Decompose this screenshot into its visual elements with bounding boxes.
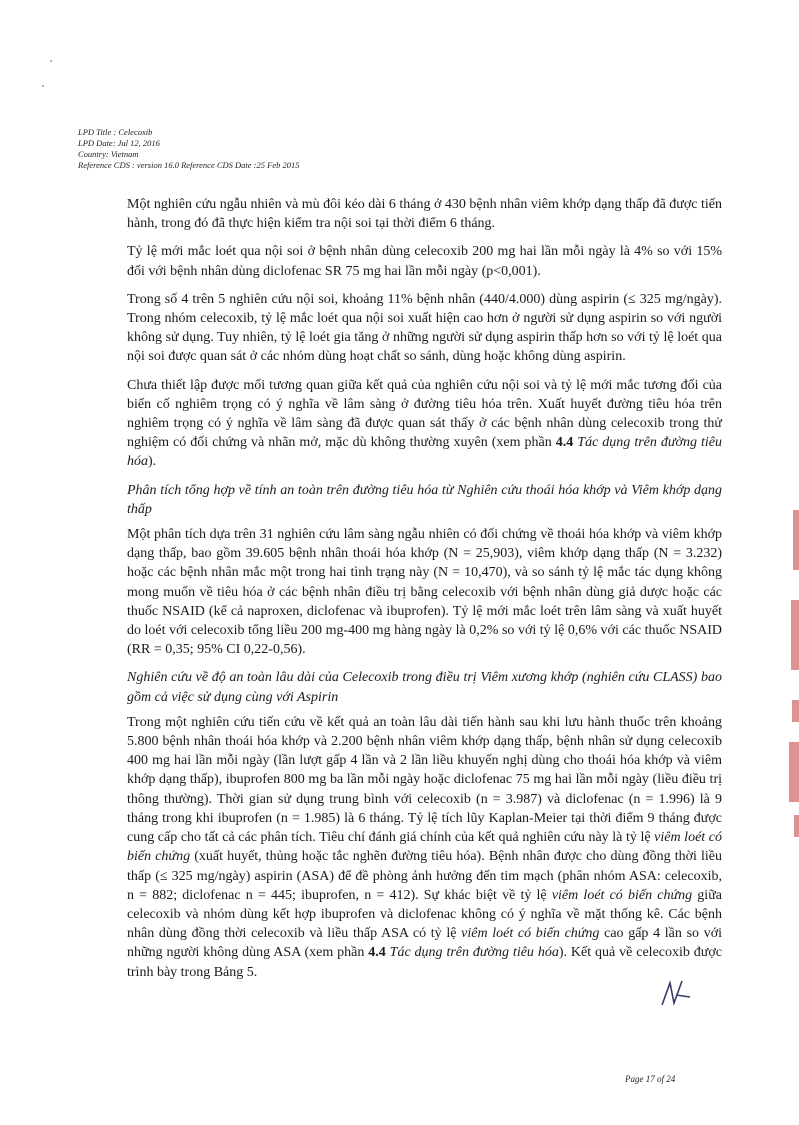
paragraph: Tỷ lệ mới mắc loét qua nội soi ở bệnh nhân dùng celecoxib 200 mg hai lần mỗi ngày là 4% so với 15% đối với bệnh nhân dùng diclofenac SR 75 mg hai lần mỗi ngày (p<0,001). — [127, 244, 722, 279]
emphasis: viêm loét có biến chứng — [461, 926, 600, 942]
text-run: giữa celecoxib và nhóm dùng kết hợp ibuprofen và diclofenac không có ý nghĩa về mặt thống kê. Các bệnh nhân dùng đồng thời celecoxib và liều thấp ASA có tỷ lệ — [127, 887, 722, 942]
scan-speck — [42, 85, 44, 87]
lpd-title: LPD Title : Celecoxib — [78, 127, 153, 137]
paragraph — [127, 713, 722, 982]
text-run: (xuất huyết, thủng hoặc tắc nghẽn đường tiêu hóa). Bệnh nhân được cho dùng đồng thời liều thấp (≤ 325 mg/ngày) aspirin (ASA) để đề phòng ảnh hưởng đến tim mạch (phân nhóm ASA: celecoxib, n = 882; diclofenac n = 445; ibuprofen, n = 412). Sự khác biệt về tỷ lệ — [127, 849, 722, 903]
scan-speck — [50, 60, 52, 62]
stamp-fragment — [794, 815, 799, 837]
text-run: ). — [148, 454, 157, 470]
section-reference: 4.4 — [368, 945, 386, 961]
section-reference: 4.4 — [555, 435, 574, 451]
paragraph: Một phân tích dựa trên 31 nghiên cứu lâm sàng ngẫu nhiên có đối chứng về thoái hóa khớp và viêm khớp dạng thấp, bao gồm 39.605 bệnh nhân thoái hóa khớp (N = 25,903), viêm khớp dạng thấp (N = 3.232) hoặc các bệnh nhân mắc một trong hai tình trạng này (N = 10,470), và so sánh tỷ lệ mắc tác dụng không mong muốn về tiêu hóa ở các bệnh nhân điều trị bằng celecoxib với bệnh nhân dùng giả dược hoặc các thuốc NSAID (kể cả naproxen, diclofenac và ibuprofen). Tỷ lệ mới mắc loét trên lâm sàng và xuất huyết do loét với celecoxib tổng liều 200 mg-400 mg hàng ngày là 0,2% so với tỷ lệ 0,6% với các thuốc NSAID (RR = 0,35; 95% CI 0,22-0,56). — [127, 527, 722, 658]
text-run: ). Kết quả về celecoxib được trình bày trong Bảng 5. — [127, 945, 722, 980]
text-run: Trong một nghiên cứu tiến cứu về kết quả an toàn lâu dài tiến hành sau khi lưu hành thuốc trên khoảng 5.800 bệnh nhân thoái hóa khớp và 2.200 bệnh nhân viêm khớp dạng thấp, bệnh nhân sử dụng celecoxib 400 mg hai lần mỗi ngày (lần lượt gấp 4 lần và 2 lần liều khuyến nghị dùng cho thoái hóa khớp và viêm khớp dạng thấp), ibuprofen 800 mg ba lần mỗi ngày hoặc diclofenac 75 mg hai lần mỗi ngày (liều điều trị thông thường). Thời gian sử dụng trung bình với celecoxib (n = 3.987) và diclofenac (n = 1.996) là 9 tháng trong khi ibuprofen (n = 1.985) là 6 tháng. Tỷ lệ tích lũy Kaplan-Meier tại thời điểm 9 tháng được cung cấp cho tất cả các phân tích. Tiêu chí đánh giá chính của kết quả nghiên cứu này là tỷ lệ — [127, 714, 722, 846]
text-run: cao gấp 4 lần so với những người không dùng ASA (xem phần — [127, 926, 722, 961]
section-reference-title: Tác dụng trên đường tiêu hóa — [385, 945, 559, 961]
document-body — [127, 195, 722, 991]
stamp-fragment — [791, 600, 799, 670]
section-heading: Nghiên cứu về độ an toàn lâu dài của Celecoxib trong điều trị Viêm xương khớp (nghiên cứu CLASS) bao gồm cả việc sử dụng cùng với Aspirin — [127, 670, 722, 705]
stamp-fragment — [792, 700, 799, 722]
paragraph: Trong số 4 trên 5 nghiên cứu nội soi, khoảng 11% bệnh nhân (440/4.000) dùng aspirin (≤ 325 mg/ngày). Trong nhóm celecoxib, tỷ lệ mắc loét qua nội soi xuất hiện cao hơn ở người sử dụng aspirin so với người không sử dụng. Tuy nhiên, tỷ lệ loét gia tăng ở những người sử dụng aspirin thấp hơn so với tỷ lệ loét qua nội soi được quan sát ở các nhóm dùng hoạt chất so sánh, dùng hoặc không dùng aspirin. — [127, 291, 722, 365]
stamp-fragment — [793, 510, 799, 570]
page-number: Page 17 of 24 — [625, 1074, 676, 1084]
paragraph: Một nghiên cứu ngẫu nhiên và mù đôi kéo dài 6 tháng ở 430 bệnh nhân viêm khớp dạng thấp đã được tiến hành, trong đó đã thực hiện kiểm tra nội soi tại thời điểm 6 tháng. — [127, 197, 722, 232]
stamp-fragment — [789, 742, 799, 802]
emphasis: viêm loét có biến chứng — [127, 830, 722, 865]
text-run: Chưa thiết lập được mối tương quan giữa kết quả của nghiên cứu nội soi và tỷ lệ mới mắc tương đối của biến cố nghiêm trọng có ý nghĩa về lâm sàng ở đường tiêu hóa trên. Xuất huyết đường tiêu hóa trên nghiêm trọng có ý nghĩa về lâm sàng đã được quan sát thấy ở các bệnh nhân dùng celecoxib trong thử nghiệm có đối chứng và nhãn mở, mặc dù không thường xuyên (xem phần — [127, 377, 722, 451]
section-heading: Phân tích tổng hợp về tính an toàn trên đường tiêu hóa từ Nghiên cứu thoái hóa khớp và Viêm khớp dạng thấp — [127, 482, 722, 517]
country: Country: Vietnam — [78, 149, 139, 159]
section-reference-title: Tác dụng trên đường tiêu hóa — [127, 435, 723, 470]
initials-mark — [656, 975, 696, 1015]
reference-cds: Reference CDS : version 16.0 Reference CDS Date :25 Feb 2015 — [78, 160, 300, 170]
emphasis: viêm loét có biến chứng — [551, 887, 693, 903]
lpd-date: LPD Date: Jul 12, 2016 — [78, 138, 160, 148]
paragraph — [127, 376, 722, 472]
document-header — [78, 127, 299, 171]
